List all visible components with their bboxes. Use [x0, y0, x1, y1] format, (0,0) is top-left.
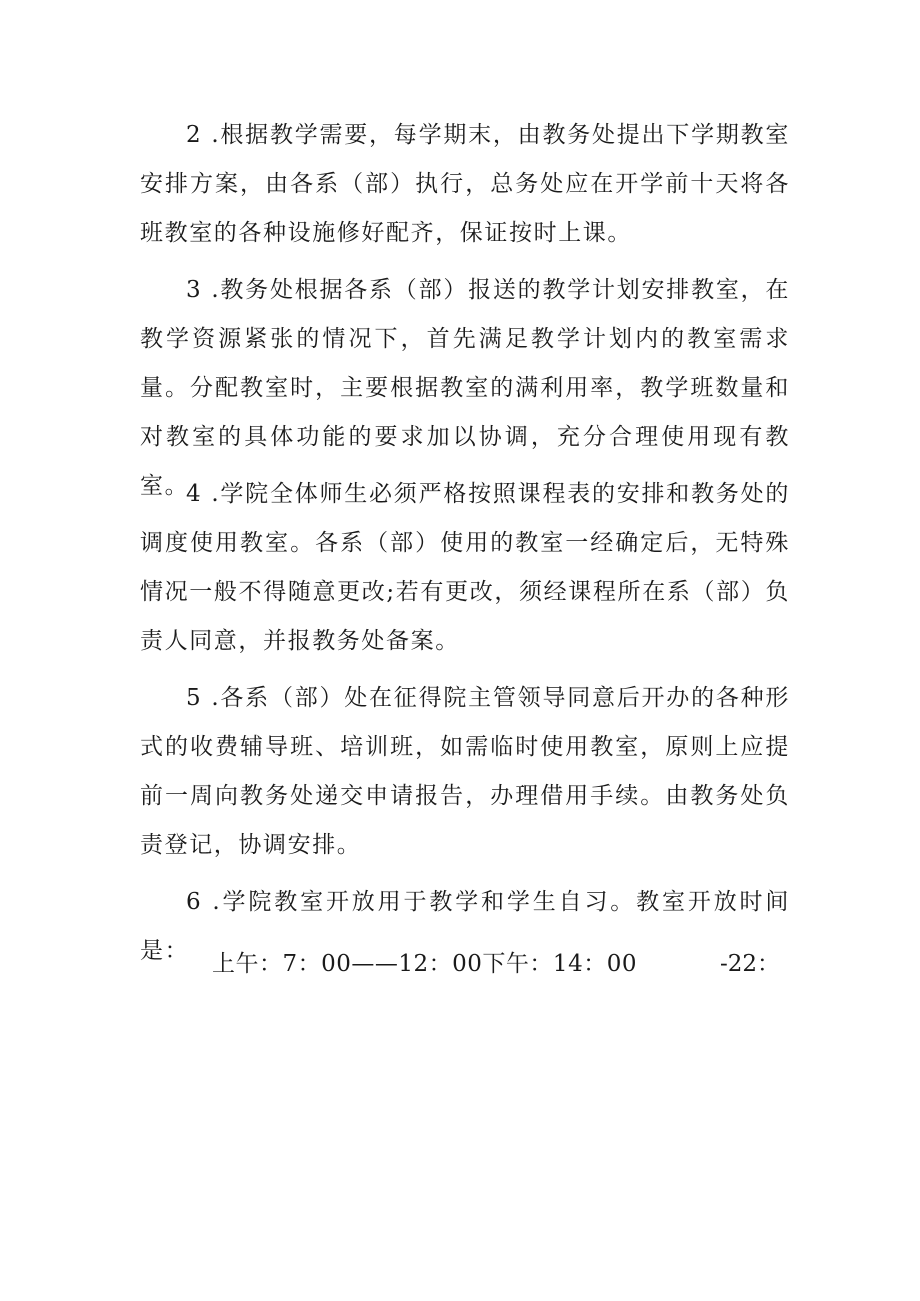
paragraph-item-5: 5 .各系（部）处在征得院主管领导同意后开办的各种形式的收费辅导班、培训班，如需临时使用教室，原则上应提前一周向教务处递交申请报告，办理借用手续。由教务处负责登记，协调安排。: [140, 685, 790, 858]
opening-hours-tail: -22：: [720, 951, 781, 977]
paragraph-item-4: 4 .学院全体师生必须严格按照课程表的安排和教务处的调度使用教室。各系（部）使用的教室一经确定后，无特殊情况一般不得随意更改;若有更改，须经课程所在系（部）负责人同意，并报教务处备案。: [140, 481, 790, 654]
paragraph-item-3: 3 .教务处根据各系（部）报送的教学计划安排教室，在教学资源紧张的情况下，首先满足教学计划内的教室需求量。分配教室时，主要根据教室的满利用率，教学班数量和对教室的具体功能的要求加以协调，充分合理使用现有教室。: [140, 277, 790, 499]
opening-hours-line: 上午：7：00——12：00下午：14：00: [212, 951, 637, 977]
paragraph-item-2: 2 .根据教学需要，每学期末，由教务处提出下学期教室安排方案，由各系（部）执行，总务处应在开学前十天将各班教室的各种设施修好配齐，保证按时上课。: [140, 122, 790, 246]
paragraph-item-6: 6 .学院教室开放用于教学和学生自习。教室开放时间是：: [140, 889, 790, 964]
